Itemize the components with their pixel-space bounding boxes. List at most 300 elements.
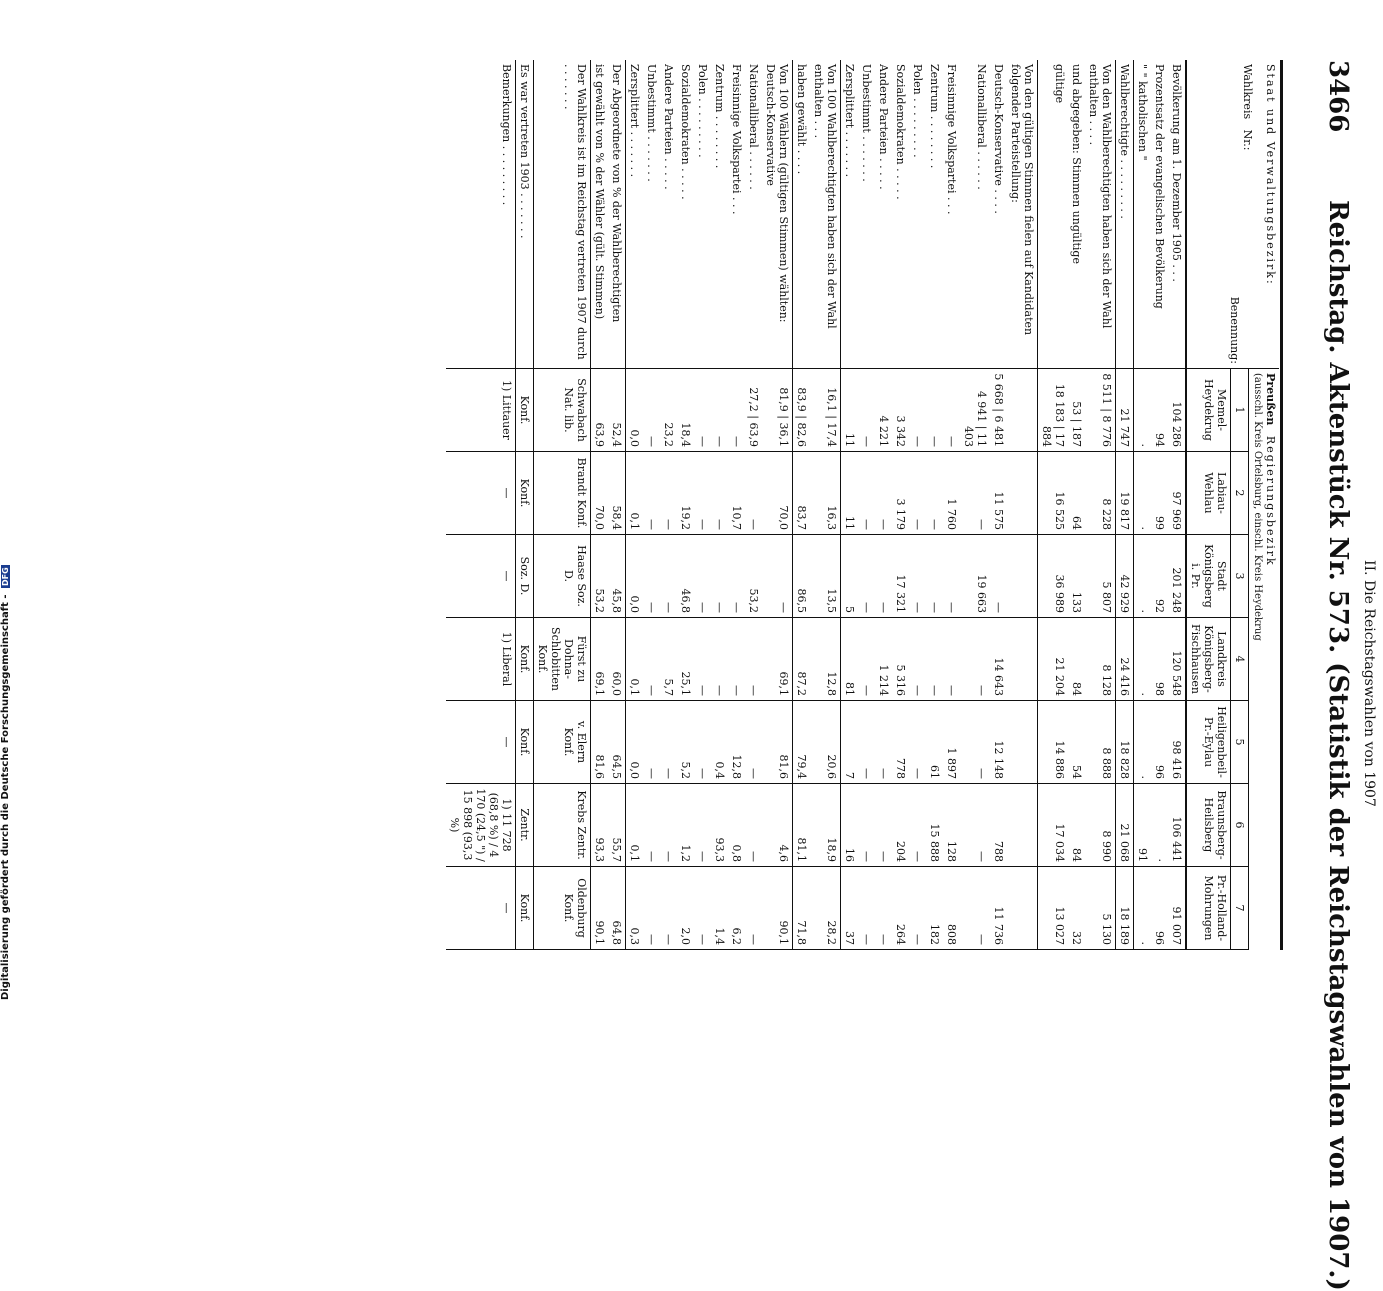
cell-value: 1,4 <box>711 867 728 950</box>
cell-value: — <box>858 701 875 784</box>
cell-value: 53 | 187 <box>1068 369 1085 452</box>
cell-value: Brandt Konf. <box>534 452 591 535</box>
cell-value: Konf. <box>516 369 534 452</box>
cell-value: — <box>643 618 660 701</box>
row-label: Von 100 Wählern (gültigen Stimmen) wählten: Deutsch-Konservative <box>762 60 793 369</box>
table-row <box>591 60 609 950</box>
cell-value: 14 886 <box>1038 701 1069 784</box>
table-row <box>534 60 591 950</box>
cell-value: Konf. <box>516 618 534 701</box>
cell-value: — <box>711 369 728 452</box>
row-label: Prozentsatz der evangelischen Bevölkerung <box>1151 60 1168 369</box>
cell-value: — <box>858 867 875 950</box>
cell-value: 64 <box>1068 452 1085 535</box>
cell-value: — <box>745 701 762 784</box>
cell-value: 5 <box>841 535 859 618</box>
benennung-label: Benennung: <box>1228 296 1241 364</box>
cell-value: 1 760 <box>943 452 960 535</box>
col-number: 1 <box>1231 369 1249 452</box>
cell-value: 8 888 <box>1085 701 1116 784</box>
cell-value: 15 888 <box>926 784 943 867</box>
cell-value: 98 416 <box>1168 701 1186 784</box>
cell-value: — <box>858 369 875 452</box>
cell-value: 79,4 <box>793 701 811 784</box>
table-row <box>643 60 660 950</box>
cell-value: 7 <box>841 701 859 784</box>
cell-value: 69,1 <box>591 618 609 701</box>
nr-label: Nr.: <box>1241 129 1254 151</box>
cell-value: · <box>1134 867 1152 950</box>
row-label: Zersplittert . . . . . . . <box>626 60 644 369</box>
cell-value: Schwabach Nat. lib. <box>534 369 591 452</box>
row-label: Sozialdemokraten . . . . . <box>892 60 909 369</box>
cell-value: — <box>858 618 875 701</box>
table-row <box>909 60 926 950</box>
cell-value: 70,0 <box>591 452 609 535</box>
cell-value: — <box>909 369 926 452</box>
cell-value: 778 <box>892 701 909 784</box>
cell-value: — <box>745 452 762 535</box>
cell-value: 63,9 <box>591 369 609 452</box>
cell-value: 0,0 <box>626 535 644 618</box>
row-label: Von 100 Wahlberechtigten haben sich der Wahl enthalten . . . <box>810 60 841 369</box>
cell-value: 0,1 <box>626 784 644 867</box>
cell-value <box>1007 867 1038 950</box>
cell-value: 17 321 <box>892 535 909 618</box>
row-label: ist gewählt von % der Wähler (gült. Stimmen) <box>591 60 609 369</box>
cell-value: 21 747 <box>1116 369 1134 452</box>
cell-value: — <box>858 784 875 867</box>
cell-value: — <box>694 535 711 618</box>
cell-value: 1 897 <box>943 701 960 784</box>
cell-value: 45,8 <box>608 535 626 618</box>
dfg-logo: DFG <box>1 567 10 586</box>
table-row <box>858 60 875 950</box>
cell-value: 21 204 <box>1038 618 1069 701</box>
cell-value: 808 <box>943 867 960 950</box>
row-label: Zersplittert . . . . . . . <box>841 60 859 369</box>
cell-value: — <box>745 784 762 867</box>
cell-value: 16 <box>841 784 859 867</box>
cell-value: 28,2 <box>810 867 841 950</box>
cell-value: — <box>643 867 660 950</box>
cell-value: 60,0 <box>608 618 626 701</box>
cell-value: 94 <box>1151 369 1168 452</box>
cell-value: 19 817 <box>1116 452 1134 535</box>
cell-value: 2,0 <box>677 867 694 950</box>
cell-value: 0,8 <box>728 784 745 867</box>
cell-value: 84 <box>1068 618 1085 701</box>
cell-value: 11 <box>841 452 859 535</box>
row-label: Andere Parteien . . . . . <box>875 60 892 369</box>
table-row <box>1168 60 1186 950</box>
cell-value: 0,4 <box>711 701 728 784</box>
row-label: " " katholischen " <box>1134 60 1152 369</box>
col-name: Landkreis Königsberg-Fischhausen <box>1186 618 1231 701</box>
cell-value: — <box>660 452 677 535</box>
cell-value: 120 548 <box>1168 618 1186 701</box>
cell-value: — <box>960 784 990 867</box>
cell-value: 204 <box>892 784 909 867</box>
wahlkreis-label: Wahlkreis <box>1241 64 1254 120</box>
col-number: 5 <box>1231 701 1249 784</box>
table-row <box>793 60 811 950</box>
col-number: 4 <box>1231 618 1249 701</box>
cell-value: 64,5 <box>608 701 626 784</box>
cell-value: Konf. <box>516 452 534 535</box>
cell-value: 4,6 <box>762 784 793 867</box>
row-label: Bemerkungen . . . . . . . . . <box>446 60 516 369</box>
cell-value: — <box>660 867 677 950</box>
cell-value: 788 <box>990 784 1007 867</box>
cell-value <box>1007 784 1038 867</box>
cell-value: 69,1 <box>762 618 793 701</box>
cell-value: — <box>875 701 892 784</box>
table-row <box>943 60 960 950</box>
row-label: Andere Parteien . . . . . <box>660 60 677 369</box>
table-row <box>626 60 644 950</box>
cell-value: 81,6 <box>762 701 793 784</box>
table-row <box>841 60 859 950</box>
cell-value: — <box>694 701 711 784</box>
cell-value: · <box>1134 535 1152 618</box>
cell-value: 106 441 <box>1168 784 1186 867</box>
cell-value: 87,2 <box>793 618 811 701</box>
cell-value: — <box>926 452 943 535</box>
cell-value: — <box>728 535 745 618</box>
cell-value: — <box>926 535 943 618</box>
cell-value: 81,9 | 36,1 <box>762 369 793 452</box>
cell-value: — <box>446 867 516 950</box>
cell-value: 0,0 <box>626 369 644 452</box>
cell-value: 0,1 <box>626 618 644 701</box>
cell-value: — <box>926 369 943 452</box>
cell-value: — <box>990 535 1007 618</box>
col-name: Heiligenbeil-Pr.-Eylau <box>1186 701 1231 784</box>
row-label: Unbestimmt . . . . . . . <box>643 60 660 369</box>
cell-value: · <box>1134 701 1152 784</box>
cell-value: — <box>694 867 711 950</box>
cell-value: — <box>660 784 677 867</box>
table-row <box>1085 60 1116 950</box>
cell-value: 5,7 <box>660 618 677 701</box>
cell-value: 32 <box>1068 867 1085 950</box>
cell-value: — <box>711 618 728 701</box>
cell-value: 18 189 <box>1116 867 1134 950</box>
col-number: 6 <box>1231 784 1249 867</box>
col-name: Stadt Königsberg i. Pr. <box>1186 535 1231 618</box>
table-row <box>990 60 1007 950</box>
regbez-label: Regierungsbezirk <box>1264 435 1277 567</box>
cell-value: 17 034 <box>1038 784 1069 867</box>
cell-value: — <box>909 535 926 618</box>
table-row <box>516 60 534 950</box>
table-row <box>694 60 711 950</box>
cell-value <box>1007 369 1038 452</box>
cell-value: — <box>943 618 960 701</box>
row-label: Der Wahlkreis ist im Reichstag vertreten 1907 durch . . . . . . . <box>534 60 591 369</box>
cell-value: — <box>858 535 875 618</box>
cell-value: 0,1 <box>626 452 644 535</box>
cell-value: — <box>875 535 892 618</box>
cell-value: Konf. <box>516 701 534 784</box>
row-label: Nationalliberal . . . . . . <box>960 60 990 369</box>
cell-value: 13,5 <box>810 535 841 618</box>
cell-value: 4 221 <box>875 369 892 452</box>
cell-value: 27,2 | 63,9 <box>745 369 762 452</box>
table-row <box>875 60 892 950</box>
row-label: Freisinnige Volkspartei . . . <box>943 60 960 369</box>
cell-value: 5 316 <box>892 618 909 701</box>
cell-value: — <box>643 784 660 867</box>
cell-value: 11 575 <box>990 452 1007 535</box>
cell-value: 10,7 <box>728 452 745 535</box>
cell-value: 81 <box>841 618 859 701</box>
cell-value: 90,1 <box>762 867 793 950</box>
state-label: Staat und Verwaltungsbezirk: <box>1264 64 1277 286</box>
state-name: Preußen <box>1264 373 1277 426</box>
cell-value: 53,2 <box>591 535 609 618</box>
cell-value: 5 668 | 6 481 <box>990 369 1007 452</box>
cell-value: 55,7 <box>608 784 626 867</box>
cell-value: 1 214 <box>875 618 892 701</box>
cell-value: — <box>643 452 660 535</box>
cell-value: 19 663 <box>960 535 990 618</box>
cell-value: 93,3 <box>591 784 609 867</box>
cell-value: 133 <box>1068 535 1085 618</box>
cell-value: — <box>960 701 990 784</box>
cell-value: 104 286 <box>1168 369 1186 452</box>
cell-value: 182 <box>926 867 943 950</box>
cell-value: — <box>875 784 892 867</box>
table-row <box>1038 60 1069 950</box>
cell-value: — <box>960 452 990 535</box>
cell-value: · <box>1134 369 1152 452</box>
cell-value: 61 <box>926 701 943 784</box>
cell-value: 128 <box>943 784 960 867</box>
dfg-credit <box>0 567 14 1000</box>
cell-value <box>1007 701 1038 784</box>
table-row <box>677 60 694 950</box>
cell-value: 0,3 <box>626 867 644 950</box>
cell-value: — <box>446 701 516 784</box>
cell-value: Soz. D. <box>516 535 534 618</box>
cell-value: · <box>1151 784 1168 867</box>
regbez-note: (ausschl. Kreis Ortelsburg, einschl. Kreis Heydekrug <box>1252 373 1263 641</box>
top-rule <box>1280 60 1283 950</box>
table-row <box>1068 60 1085 950</box>
row-label: Es war vertreten 1903 . . . . . . . <box>516 60 534 369</box>
cell-value: — <box>943 535 960 618</box>
cell-value: 18 828 <box>1116 701 1134 784</box>
cell-value: 1,2 <box>677 784 694 867</box>
page-header <box>1293 60 1353 1291</box>
cell-value: Oldenburg Konf. <box>534 867 591 950</box>
cell-value: 83,9 | 82,6 <box>793 369 811 452</box>
table-row <box>892 60 909 950</box>
row-label: Sozialdemokraten . . . . . <box>677 60 694 369</box>
cell-value: 12 148 <box>990 701 1007 784</box>
cell-value: 97 969 <box>1168 452 1186 535</box>
col-number: 7 <box>1231 867 1249 950</box>
cell-value: — <box>960 867 990 950</box>
cell-value: 81,1 <box>793 784 811 867</box>
cell-value: — <box>643 535 660 618</box>
row-label: Bevölkerung am 1. Dezember 1905 . . . <box>1168 60 1186 369</box>
cell-value: · <box>1134 618 1152 701</box>
cell-value: — <box>909 452 926 535</box>
cell-value: 96 <box>1151 701 1168 784</box>
table-row <box>762 60 793 950</box>
table-row <box>810 60 841 950</box>
cell-value: 8 228 <box>1085 452 1116 535</box>
cell-value: 24 416 <box>1116 618 1134 701</box>
table-row <box>660 60 677 950</box>
cell-value: 3 342 <box>892 369 909 452</box>
cell-value: 264 <box>892 867 909 950</box>
row-label: Nationalliberal . . . . . . <box>745 60 762 369</box>
cell-value: 91 <box>1134 784 1152 867</box>
cell-value: — <box>762 535 793 618</box>
col-number: 3 <box>1231 535 1249 618</box>
col-name: Pr.-Holland-Mohrungen <box>1186 867 1231 950</box>
row-label: Von den gültigen Stimmen fielen auf Kandidaten folgender Parteistellung: <box>1007 60 1038 369</box>
row-label: haben gewählt . . . . <box>793 60 811 369</box>
cell-value: 5,2 <box>677 701 694 784</box>
cell-value: Zentr. <box>516 784 534 867</box>
table-row <box>608 60 626 950</box>
cell-value: Haase Soz. D. <box>534 535 591 618</box>
cell-value: 36 989 <box>1038 535 1069 618</box>
table-row <box>745 60 762 950</box>
page-number: 3466 <box>1323 60 1353 133</box>
cell-value: 6,2 <box>728 867 745 950</box>
cell-value: 21 068 <box>1116 784 1134 867</box>
cell-value: 54 <box>1068 701 1085 784</box>
row-label: Der Abgeordnete von % der Wahlberechtigten <box>608 60 626 369</box>
cell-value: — <box>728 618 745 701</box>
cell-value: — <box>694 369 711 452</box>
cell-value: — <box>694 452 711 535</box>
cell-value: 18,4 <box>677 369 694 452</box>
cell-value: 98 <box>1151 618 1168 701</box>
cell-value: 81,6 <box>591 701 609 784</box>
cell-value: 23,2 <box>660 369 677 452</box>
cell-value: 52,4 <box>608 369 626 452</box>
cell-value: Konf. <box>516 867 534 950</box>
credit-text: Digitalisierung gefördert durch die Deutsche Forschungsgemeinschaft - <box>0 594 11 1000</box>
table-row <box>1134 60 1152 950</box>
table-row <box>1007 60 1038 950</box>
cell-value: 37 <box>841 867 859 950</box>
cell-value: 12,8 <box>728 701 745 784</box>
cell-value: 4 941 | 11 403 <box>960 369 990 452</box>
cell-value: 12,8 <box>810 618 841 701</box>
cell-value: 13 027 <box>1038 867 1069 950</box>
cell-value: — <box>875 867 892 950</box>
header-title: Reichstag. Aktenstück Nr. 573. (Statistik der Reichstagswahlen von 1907.) <box>1323 200 1353 1291</box>
cell-value: — <box>943 369 960 452</box>
cell-value: 16,3 <box>810 452 841 535</box>
cell-value: — <box>446 535 516 618</box>
cell-value <box>1007 618 1038 701</box>
cell-value: 84 <box>1068 784 1085 867</box>
cell-value: — <box>694 618 711 701</box>
row-label: Wahlberechtigte . . . . . . . . . <box>1116 60 1134 369</box>
cell-value: 16 525 <box>1038 452 1069 535</box>
cell-value: — <box>694 784 711 867</box>
cell-value: 18 183 | 17 884 <box>1038 369 1069 452</box>
cell-value: — <box>643 369 660 452</box>
cell-value: — <box>909 867 926 950</box>
cell-value: 11 <box>841 369 859 452</box>
cell-value: 71,8 <box>793 867 811 950</box>
election-table <box>446 60 1279 950</box>
cell-value: 99 <box>1151 452 1168 535</box>
row-label: Polen . . . . . . . . . <box>694 60 711 369</box>
col-name: Memel-Heydekrug <box>1186 369 1231 452</box>
table-row <box>728 60 745 950</box>
cell-value: 25,1 <box>677 618 694 701</box>
table-row <box>446 60 516 950</box>
cell-value: 16,1 | 17,4 <box>810 369 841 452</box>
row-label: Deutsch-Konservative . . . . <box>990 60 1007 369</box>
table-row <box>960 60 990 950</box>
cell-value: 0,0 <box>626 701 644 784</box>
cell-value: · <box>1134 452 1152 535</box>
cell-value: 64,8 <box>608 867 626 950</box>
row-label: und abgegeben: Stimmen ungültige <box>1068 60 1085 369</box>
cell-value: 46,8 <box>677 535 694 618</box>
row-label: Polen . . . . . . . . . <box>909 60 926 369</box>
cell-value: — <box>909 701 926 784</box>
table-row <box>1151 60 1168 950</box>
cell-value: 53,2 <box>745 535 762 618</box>
cell-value: 3 179 <box>892 452 909 535</box>
cell-value: v. Elern Konf. <box>534 701 591 784</box>
row-label: Unbestimmt . . . . . . . <box>858 60 875 369</box>
cell-value: — <box>909 784 926 867</box>
row-label: Freisinnige Volkspartei . . . <box>728 60 745 369</box>
cell-value: 8 128 <box>1085 618 1116 701</box>
cell-value: 201 248 <box>1168 535 1186 618</box>
cell-value: — <box>858 452 875 535</box>
cell-value <box>1007 452 1038 535</box>
cell-value: 70,0 <box>762 452 793 535</box>
cell-value: Fürst zu Dohna-Schlobitten Konf. <box>534 618 591 701</box>
cell-value: 91 007 <box>1168 867 1186 950</box>
col-number: 2 <box>1231 452 1249 535</box>
cell-value: 1) Liberal <box>446 618 516 701</box>
cell-value: — <box>711 535 728 618</box>
cell-value <box>1007 535 1038 618</box>
cell-value: — <box>745 867 762 950</box>
table-row <box>926 60 943 950</box>
section-title: II. Die Reichstagswahlen von 1907 <box>1361 560 1377 807</box>
cell-value: 5 130 <box>1085 867 1116 950</box>
cell-value: 93,3 <box>711 784 728 867</box>
cell-value: 14 643 <box>990 618 1007 701</box>
cell-value: 58,4 <box>608 452 626 535</box>
cell-value: 92 <box>1151 535 1168 618</box>
cell-value: 19,2 <box>677 452 694 535</box>
cell-value: 1) 11 728 (68,8 %) / 4 170 (24,5 ") / 15 898 (93,3 %) <box>446 784 516 867</box>
cell-value: Krebs Zentr. <box>534 784 591 867</box>
cell-value: — <box>711 452 728 535</box>
cell-value: — <box>745 618 762 701</box>
row-label: gültige <box>1038 60 1069 369</box>
cell-value: — <box>909 618 926 701</box>
